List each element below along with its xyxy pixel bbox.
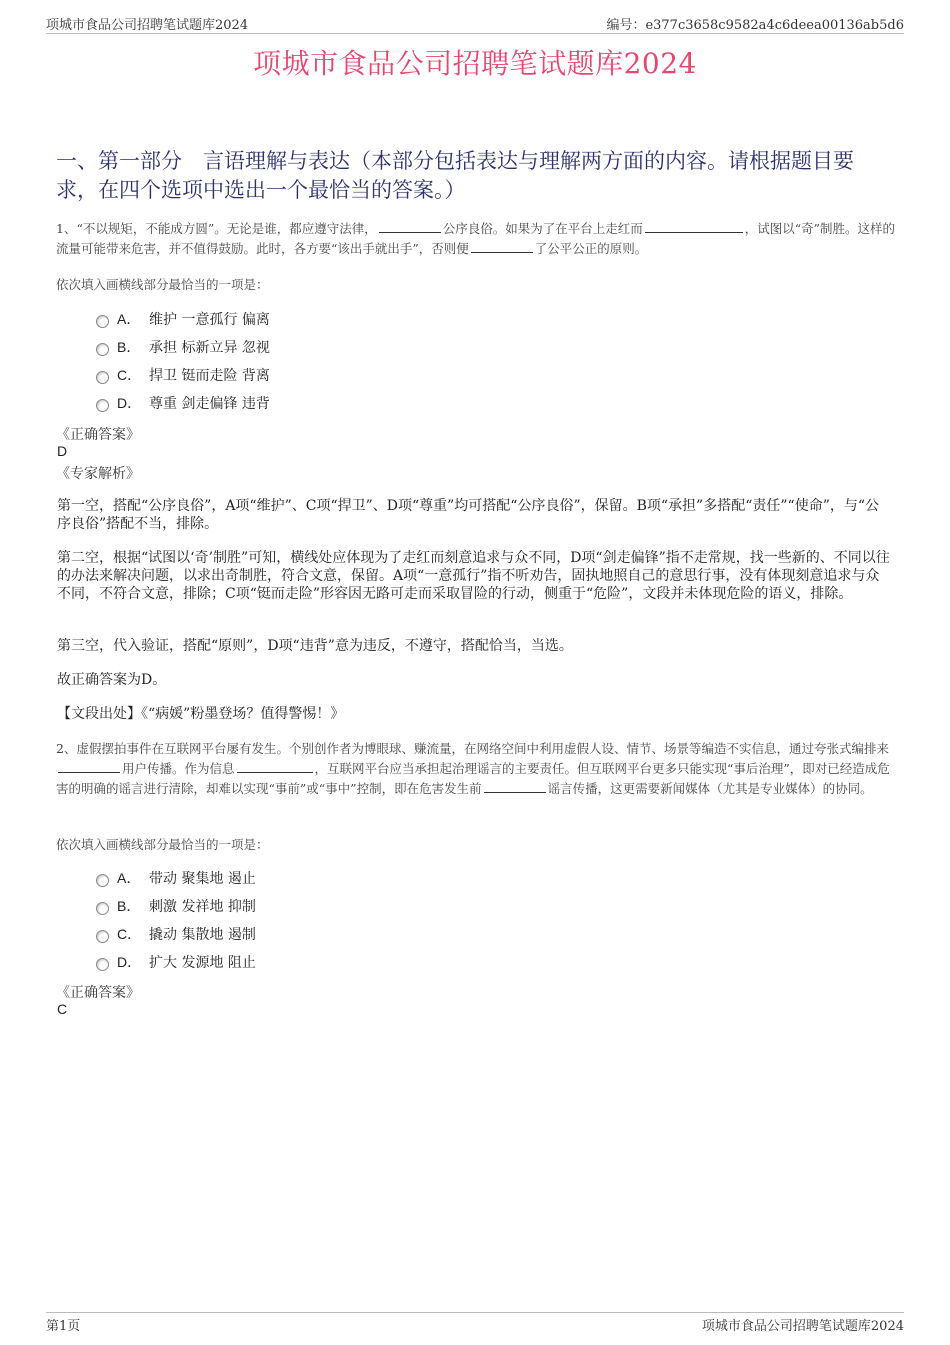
analysis-paragraph-3: 第三空，代入验证，搭配“原则”，D项“违背”意为违反，不遵守，搭配恰当，当选。 [57,638,573,654]
radio-icon[interactable] [96,315,109,328]
radio-icon[interactable] [96,902,109,915]
question-1-prompt: 依次填入画横线部分最恰当的一项是： [56,277,269,292]
q1-blank-3 [471,241,533,253]
option-d[interactable]: D． 扩大 发源地 阻止 [96,948,256,976]
analysis-conclusion: 故正确答案为D。 [57,672,167,688]
analysis-paragraph-1: 第一空，搭配“公序良俗”，A项“维护”、C项“捍卫”、D项“尊重”均可搭配“公序良俗”，保留。B项“承担”多搭配“责任”“使命”，与“公序良俗”搭配不当，排除。 [57,498,880,532]
q1-text-part-4: 了公平公正的原则。 [534,241,648,256]
analysis-label: 《专家解析》 [56,466,140,482]
q1-text-part-1: 1、“不以规矩，不能成方圆”。无论是谁，都应遵守法律， [56,221,377,236]
document-title: 项城市食品公司招聘笔试题库2024 [253,47,697,80]
radio-icon[interactable] [96,343,109,356]
q2-text-part-3: ，互联网平台应当承担起治理谣言的主要责任。但互联网平台更多只能实现“事后治理”，即对已经造成危害的明确的谣言进行清除，却难以实现“事前”或“事中”控制，即在危害发生前 [56,761,890,796]
analysis-paragraph-2: 第二空，根据“试图以‘奇’制胜”可知，横线处应体现为了走红而刻意追求与众不同，D项“剑走偏锋”指不走常规，找一些新的、不同以往的办法来解决问题，以求出奇制胜，符合文意，保留。A项“一意孤行”指不听劝告，固执地照自己的意思行事，没有体现刻意追求与众不同，不符合文意，排除；C项“铤而走险”形容因无路可走而采取冒险的行动，侧重于“危险”，文段并未体现危险的语义，排除。 [57,550,890,602]
page-header [46,14,904,34]
header-doc-id: 编号：e377c3658c9582a4c6deea00136ab5d6 [606,18,904,33]
option-d[interactable]: D． 尊重 剑走偏锋 违背 [96,389,270,417]
footer-doc-title: 项城市食品公司招聘笔试题库2024 [701,1319,904,1334]
q2-text-part-4: 谣言传播，这更需要新闻媒体（尤其是专业媒体）的协同。 [547,781,873,796]
correct-answer: D [57,443,68,459]
q1-blank-1 [379,221,441,233]
answer-label: 《正确答案》 [56,427,140,443]
option-b[interactable]: B． 承担 标新立异 忽视 [96,333,270,361]
option-b[interactable]: B． 刺激 发祥地 抑制 [96,892,256,920]
radio-icon[interactable] [96,930,109,943]
question-2-prompt: 依次填入画横线部分最恰当的一项是： [56,837,269,852]
radio-icon[interactable] [96,874,109,887]
q2-text-part-1: 2、虚假摆拍事件在互联网平台屡有发生。个别创作者为博眼球、赚流量，在网络空间中利用虚假人设、情节、场景等编造不实信息，通过夸张式编排来 [56,741,889,756]
q1-text-part-2: 公序良俗。如果为了在平台上走红而 [442,221,643,236]
answer-label: 《正确答案》 [56,985,140,1001]
q2-text-part-2: 用户传播。作为信息 [122,761,235,776]
page-number: 第1页 [46,1319,81,1334]
option-c[interactable]: C． 捍卫 铤而走险 背离 [96,361,270,389]
question-2-options [96,864,256,976]
q2-blank-1 [58,761,120,773]
option-c[interactable]: C． 撬动 集散地 遏制 [96,920,256,948]
page-footer [46,1312,904,1334]
question-1-options [96,305,270,417]
q2-blank-2 [237,761,313,773]
section-heading: 一、第一部分 言语理解与表达（本部分包括表达与理解两方面的内容。请根据题目要求，在四个选项中选出一个最恰当的答案。） [56,149,854,202]
radio-icon[interactable] [96,958,109,971]
q1-text-part-3: ，试图以“奇”制胜。这样的流量可能带来危害，并不值得鼓励。此时，各方要“该出手就出手”，否则便 [56,221,896,256]
q2-blank-3 [484,781,546,793]
header-doc-title: 项城市食品公司招聘笔试题库2024 [46,18,249,33]
q1-blank-2 [645,221,743,233]
question-1-text [56,219,896,259]
question-2-text [56,739,896,799]
source-citation: 【文段出处】《“病媛”粉墨登场？值得警惕！》 [57,706,345,722]
correct-answer: C [57,1001,68,1017]
radio-icon[interactable] [96,399,109,412]
option-a[interactable]: A． 维护 一意孤行 偏离 [96,305,270,333]
radio-icon[interactable] [96,371,109,384]
option-a[interactable]: A． 带动 聚集地 遏止 [96,864,256,892]
